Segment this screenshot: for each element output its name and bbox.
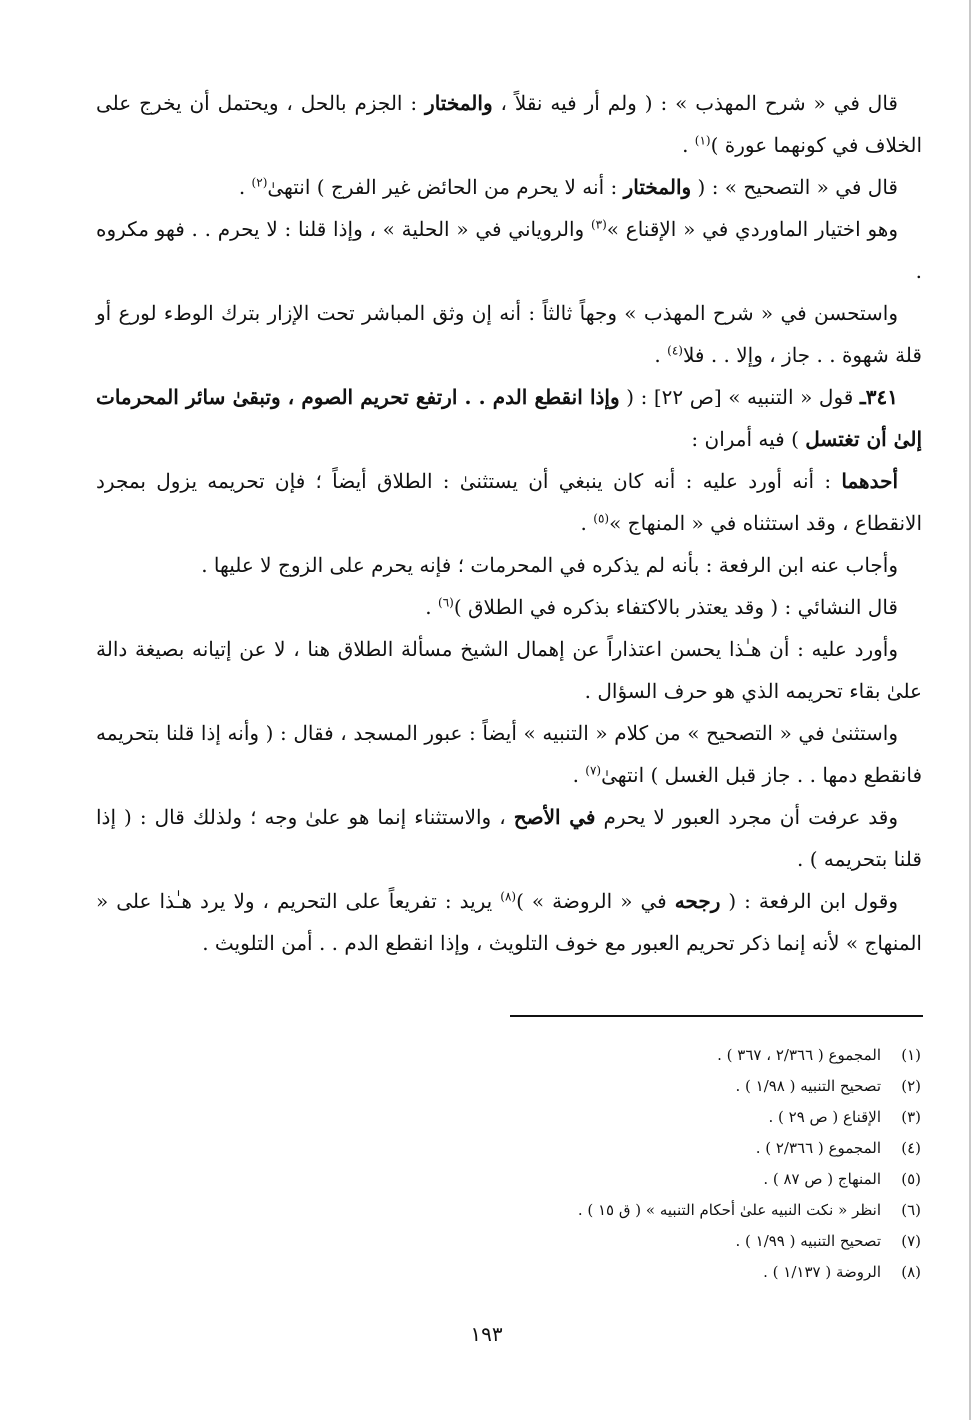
text-run: ، والاستثناء إنما هو علىٰ وجه ؛ ولذلك قال : ( إذا قلنا بتحريمه ) . [96, 805, 922, 871]
footnote-text: تصحيح التنبيه ( ١/٩٨ ) . [735, 1077, 881, 1095]
text-run: . [654, 343, 668, 367]
footnote-1 [221, 1040, 921, 1071]
paragraph-10 [96, 712, 922, 796]
text-run: . [580, 511, 594, 535]
paragraph-6 [96, 460, 922, 544]
text-run: يريد : تفريعاً على التحريم ، ولا يرد هـٰذا على « المنهاج » لأنه إنما ذكر تحريم العبور مع خوف التلويث ، وإذا انقطع الدم . . أمن التلويث . [96, 889, 922, 955]
footnote-ref: (٧) [585, 763, 602, 778]
paragraph-12 [96, 880, 922, 964]
text-run: . [425, 595, 438, 619]
footnote-number: (٨) [901, 1263, 921, 1281]
footnote-8 [221, 1257, 921, 1288]
text-run: : أنه لا يحرم من الحائض غير الفرج ) انتهىٰ [267, 175, 624, 199]
footnote-text: تصحيح التنبيه ( ١/٩٩ ) . [735, 1232, 881, 1250]
footnote-number: (٤) [901, 1139, 921, 1157]
footnote-text: انظر « نكت النبيه علىٰ أحكام التنبيه » ( ق ١٥ ) . [577, 1201, 881, 1219]
text-run: . [682, 133, 695, 157]
paragraph-1 [96, 82, 922, 166]
footnote-ref: (٨) [500, 889, 517, 904]
footnote-5 [221, 1164, 921, 1195]
footnote-number: (٥) [901, 1170, 921, 1188]
bold-text: رجحه [674, 889, 721, 913]
bold-text: ٣٤١ـ [859, 385, 899, 409]
footnote-text: المنهاج ( ص ٨٧ ) . [763, 1170, 881, 1188]
bold-text: في الأصح [513, 805, 596, 829]
footnote-2 [221, 1071, 921, 1102]
text-run: قال في « التصحيح » : ( [691, 175, 898, 199]
footnote-ref: (٤) [667, 343, 683, 358]
text-run: قول « التنبيه » [ص ٢٢] : ( [619, 385, 860, 409]
paragraph-8 [96, 586, 922, 628]
text-run: ) فيه أمران : [691, 427, 806, 451]
footnote-ref: (٦) [438, 595, 454, 610]
bold-text: والمختار [425, 91, 493, 115]
page-edge-line [969, 0, 971, 1420]
text-run: . [238, 175, 252, 199]
footnote-text: الروضة ( ١/١٣٧ ) . [763, 1263, 881, 1281]
text-run: قال في « شرح المهذب » : ( ولم أر فيه نقلاً ، [492, 91, 898, 115]
bold-text: والمختار [623, 175, 692, 199]
footnote-divider [510, 1015, 923, 1017]
footnote-text: المجموع ( ٢/٣٦٦ ، ٣٦٧ ) . [717, 1046, 881, 1064]
footnote-3 [221, 1102, 921, 1133]
paragraph-4 [96, 292, 922, 376]
paragraph-9 [96, 628, 922, 712]
text-run: وأورد عليه : أن هـٰذا يحسن اعتذاراً عن إهمال الشيخ مسألة الطلاق هنا ، لا عن إتيانه بصيغة دالة علىٰ بقاء تحريمه الذي هو حرف السؤال . [96, 637, 922, 703]
footnote-text: المجموع ( ٢/٣٦٦ ) . [755, 1139, 881, 1157]
main-text [96, 82, 922, 964]
page-number: ١٩٣ [470, 1322, 503, 1346]
text-run: : الجزم بالحل ، ويحتمل أن يخرج على الخلاف في كونهما عورة ) [96, 91, 922, 157]
text-run: : أنه أورد عليه : أنه كان ينبغي أن يستثنىٰ : الطلاق أيضاً ؛ فإن تحريمه يزول بمجرد الانقطاع ، وقد استثناه في « المنهاج » [96, 469, 922, 535]
paragraph-5-issue-341 [96, 376, 922, 460]
paragraph-3 [96, 208, 922, 292]
footnote-number: (٣) [901, 1108, 921, 1126]
footnote-number: (١) [901, 1046, 921, 1064]
footnote-4 [221, 1133, 921, 1164]
text-run: في « الروضة » ) [516, 889, 675, 913]
footnote-6 [221, 1195, 921, 1226]
footnotes [221, 1040, 921, 1288]
paragraph-2 [96, 166, 922, 208]
text-run: واستحسن في « شرح المهذب » وجهاً ثالثاً : أنه إن وثق المباشر تحت الإزار بترك الوطء لورع أو قلة شهوة . . جاز ، وإلا . . فلا [96, 301, 922, 367]
bold-text: وإذا انقطع الدم . . ارتفع تحريم الصوم ، وتبقىٰ سائر المحرمات إلىٰ أن تغتسل [96, 385, 922, 451]
footnote-7 [221, 1226, 921, 1257]
footnote-number: (٧) [901, 1232, 921, 1250]
footnote-ref: (٣) [590, 217, 607, 232]
footnote-ref: (٥) [593, 511, 610, 526]
footnote-ref: (١) [694, 133, 711, 148]
footnote-number: (٢) [901, 1077, 921, 1095]
paragraph-11 [96, 796, 922, 880]
text-run: قال النشائي : ( وقد يعتذر بالاكتفاء بذكره في الطلاق ) [453, 595, 898, 619]
footnote-ref: (٢) [251, 175, 268, 190]
text-run: . [572, 763, 586, 787]
paragraph-7 [96, 544, 922, 586]
footnote-text: الإقناع ( ص ٢٩ ) . [768, 1108, 881, 1126]
footnote-number: (٦) [901, 1201, 921, 1219]
text-run: وأجاب عنه ابن الرفعة : بأنه لم يذكره في المحرمات ؛ فإنه يحرم على الزوج لا عليها . [201, 553, 898, 577]
text-run: وهو اختيار الماوردي في « الإقناع » [606, 217, 898, 241]
bold-text: أحدهما [841, 469, 898, 493]
text-run: واستثنىٰ في « التصحيح » من كلام « التنبيه » أيضاً : عبور المسجد ، فقال : ( وأنه إذا قلنا بتحريمه فانقطع دمها . . جاز قبل الغسل ) انتهىٰ [96, 721, 922, 787]
text-run: وقول ابن الرفعة : ( [720, 889, 899, 913]
text-run: والروياني في « الحلية » ، وإذا قلنا : لا يحرم . . فهو مكروه . [96, 217, 922, 283]
text-run: وقد عرفت أن مجرد العبور لا يحرم [595, 805, 898, 829]
